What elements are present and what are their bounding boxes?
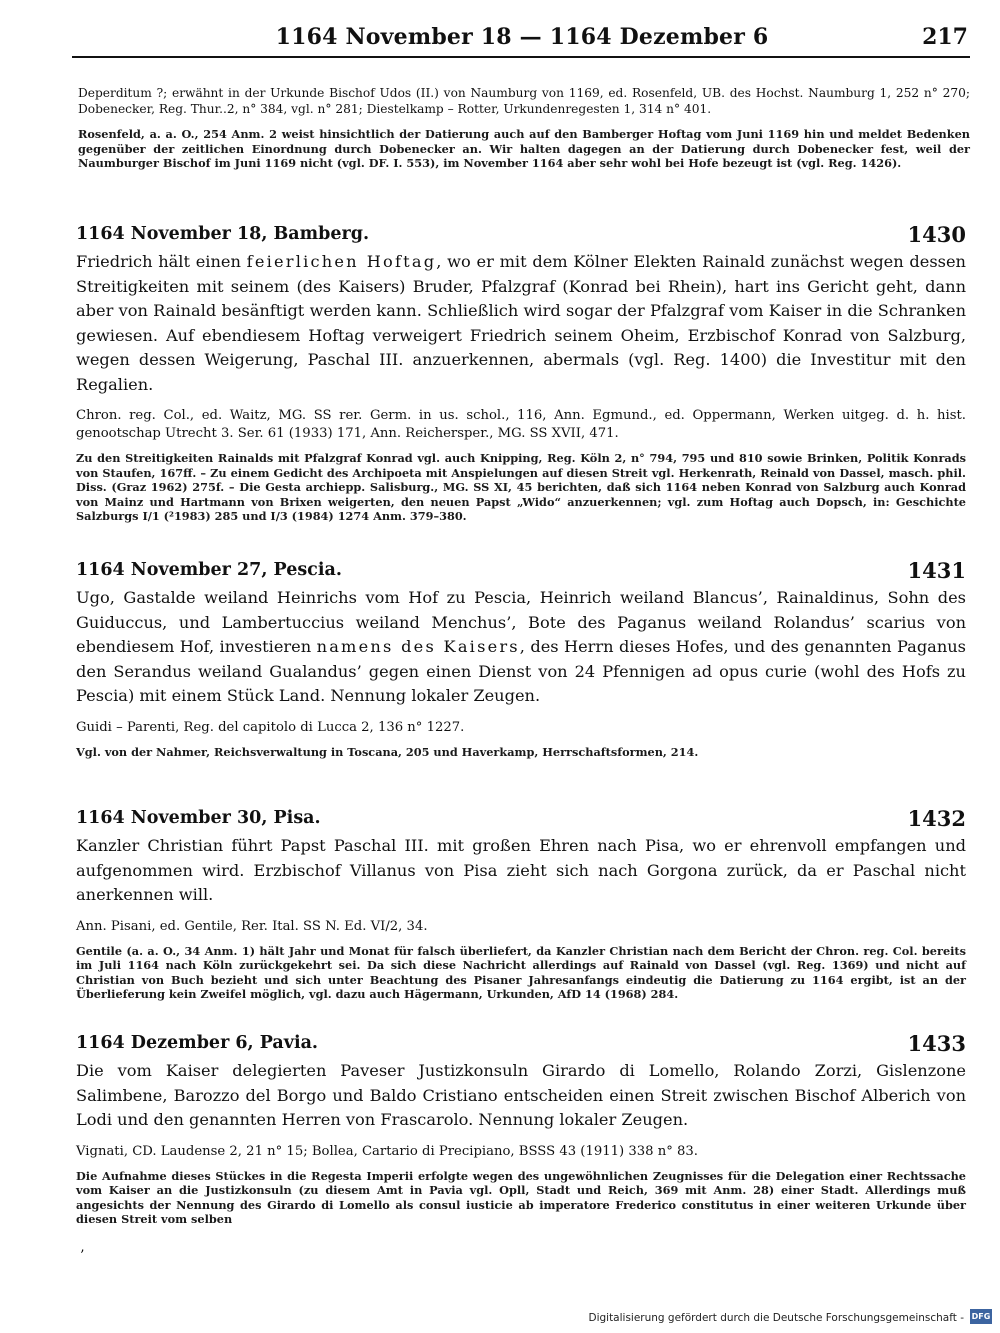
entry-body: Kanzler Christian führt Papst Paschal III. mit großen Ehren nach Pisa, wo er ehrenvoll empfangen und aufgenommen wird. Erzbischof Villanus von Pisa zieht sich nach Gorgona zurück, da er Paschal nicht anerkennen will. bbox=[76, 836, 966, 904]
entry-note: Zu den Streitigkeiten Rainalds mit Pfalzgraf Konrad vgl. auch Knipping, Reg. Köln 2, n° 794, 795 und 810 sowie Brinken, Politik Konrads von Staufen, 167ff. – Zu einem Gedicht des Archipoeta mit Anspielungen auf diesen Streit vgl. Herkenrath, Reinald von Dassel, masch. phil. Diss. (Graz 1962) 275f. – Die Gesta archiepp. Salisburg., MG. SS XI, 45 berichten, daß sich 1164 neben Konrad von Salzburg auch Konrad von Mainz und Hartmann von Brixen weigerten, den neuen Papst „Wido“ anzuerkennen; vgl. zum Hoftag auch Dopsch, in: Geschichte Salzburgs I/1 (²1983) 285 und I/3 (1984) 1274 Anm. 379–380. bbox=[76, 451, 966, 523]
entry-date-place: 1164 November 27, Pescia. bbox=[76, 560, 342, 580]
header-rule bbox=[72, 56, 970, 58]
entry-number: 1432 bbox=[907, 806, 966, 831]
page-number: 217 bbox=[922, 24, 968, 50]
page-title: 1164 November 18 — 1164 Dezember 6 bbox=[275, 24, 769, 50]
entry-heading bbox=[76, 224, 966, 250]
regest-entry-1432 bbox=[76, 808, 966, 1002]
entry-body: Die vom Kaiser delegierten Paveser Justizkonsuln Girardo di Lomello, Rolando Zorzi, Gislenzone Salimbene, Barozzo del Borgo und Baldo Cristiano entscheiden einen Streit zwischen Bischof Alberich von Lodi und den genannten Herren von Frascarolo. Nennung lokaler Zeugen. bbox=[76, 1061, 966, 1129]
entry-note: Die Aufnahme dieses Stückes in die Regesta Imperii erfolgte wegen des ungewöhnlichen Zeugnisses für die Delegation einer Rechtssache vom Kaiser an die Justizkonsuln (zu diesem Amt in Pavia vgl. Opll, Stadt und Reich, 369 mit Anm. 28) einer Stadt. Allerdings muß angesichts der Nennung des Girardo di Lomello als consul iusticie ab imperatore Frederico constitutus in einer weiteren Urkunde über diesen Streit vom selben bbox=[76, 1168, 966, 1226]
regest-entry-1431 bbox=[76, 560, 966, 759]
entry-number: 1431 bbox=[907, 558, 966, 583]
previous-entry-note: Rosenfeld, a. a. O., 254 Anm. 2 weist hinsichtlich der Datierung auch auf den Bamberger Hoftag vom Juni 1169 hin und meldet Bedenken gegenüber der zeitlichen Einordnung durch Dobenecker an. Wir halten dagegen an der Datierung durch Dobenecker fest, weil der Naumburger Bischof im Juni 1169 nicht (vgl. DF. I. 553), im November 1164 aber sehr wohl bei Hofe bezeugt ist (vgl. Reg. 1426). bbox=[78, 127, 970, 170]
entry-source: Ann. Pisani, ed. Gentile, Rer. Ital. SS N. Ed. VI/2, 34. bbox=[76, 918, 428, 934]
entry-date-place: 1164 November 18, Bamberg. bbox=[76, 224, 370, 244]
regest-entry-1433 bbox=[76, 1033, 966, 1227]
entry-note: Vgl. von der Nahmer, Reichsverwaltung in Toscana, 205 und Haverkamp, Herrschaftsformen, 214. bbox=[76, 744, 699, 759]
entry-source: Chron. reg. Col., ed. Waitz, MG. SS rer. Germ. in us. schol., 116, Ann. Egmund., ed. Oppermann, Werken uitgeg. d. h. hist. genootschap Utrecht 3. Ser. 61 (1933) 171, Ann. Reichersper., MG. SS XVII, 471. bbox=[76, 408, 966, 441]
entry-body bbox=[76, 586, 966, 709]
entry-source: Guidi – Parenti, Reg. del capitolo di Lucca 2, 136 n° 1227. bbox=[76, 719, 465, 735]
entry-source: Vignati, CD. Laudense 2, 21 n° 15; Bollea, Cartario di Precipiano, BSSS 43 (1911) 338 n° 83. bbox=[76, 1143, 698, 1159]
entry-body bbox=[76, 250, 966, 397]
entry-body-emphasis: namens des Kaisers bbox=[316, 637, 520, 656]
entry-body-text: Ugo, Gastalde weiland Heinrichs vom Hof zu Pescia, Heinrich weiland Blancus’, Rainaldinus, Sohn des Guiduccus, und Lambertuccius weiland Menchus’, Bote des Paganus weiland Rolandus’ scarius von ebendiesem Hof, investieren bbox=[76, 588, 966, 656]
previous-entry-source: Deperditum ?; erwähnt in der Urkunde Bischof Udos (II.) von Naumburg von 1169, ed. Rosenfeld, UB. des Hochst. Naumburg 1, 252 n° 270; Dobenecker, Reg. Thur..2, n° 384, vgl. n° 281; Diestelkamp – Rotter, Urkundenregesten 1, 314 n° 401. bbox=[78, 86, 970, 116]
entry-body-text: , des Herrn dieses Hofes, und des genannten Paganus den Serandus weiland Gualandus’ gegen einen Dienst von 24 Pfennigen ad opus curie (wohl des Hofs zu Pescia) mit einem Stück Land. Nennung lokaler Zeugen. bbox=[76, 637, 966, 705]
running-header bbox=[76, 24, 968, 54]
previous-entry-continuation bbox=[78, 86, 970, 181]
regest-entry-1430 bbox=[76, 224, 966, 524]
entry-date-place: 1164 Dezember 6, Pavia. bbox=[76, 1033, 319, 1053]
entry-body-text: Friedrich hält einen bbox=[76, 252, 247, 271]
entry-number: 1433 bbox=[907, 1031, 966, 1056]
entry-note: Gentile (a. a. O., 34 Anm. 1) hält Jahr und Monat für falsch überliefert, da Kanzler Christian nach dem Bericht der Chron. reg. Col. bereits im Juli 1164 nach Köln zurückgekehrt sei. Da sich diese Nachricht allerdings auf Rainald von Dassel (vgl. Reg. 1369) und nicht auf Christian von Buch bezieht und sich unter Beachtung des Pisaner Jahresanfangs eindeutig die Datierung zu 1164 ergibt, ist an der Überlieferung kein Zweifel möglich, vgl. dazu auch Hägermann, Urkunden, AfD 14 (1968) 284. bbox=[76, 943, 966, 1001]
dfg-logo-icon: DFG bbox=[970, 1309, 992, 1324]
entry-date-place: 1164 November 30, Pisa. bbox=[76, 808, 321, 828]
footer-credit: Digitalisierung gefördert durch die Deutsche Forschungsgemeinschaft - bbox=[588, 1312, 964, 1324]
entry-heading bbox=[76, 808, 966, 834]
entry-heading bbox=[76, 560, 966, 586]
margin-mark: ’ bbox=[80, 1248, 85, 1264]
entry-body-emphasis: feierlichen Hoftag bbox=[246, 252, 437, 271]
entry-body-text: , wo er mit dem Kölner Elekten Rainald zunächst wegen dessen Streitigkeiten mit seinem (des Kaisers) Bruder, Pfalzgraf (Konrad bei Rhein), hart ins Gericht geht, dann aber von Rainald besänftigt werden kann. Schließlich wird sogar der Pfalzgraf vom Kaiser in die Schranken gewiesen. Auf ebendiesem Hoftag verweigert Friedrich seinem Oheim, Erzbischof Konrad von Salzburg, wegen dessen Weigerung, Paschal III. anzuerkennen, abermals (vgl. Reg. 1400) die Investitur mit den Regalien. bbox=[76, 252, 966, 394]
entry-number: 1430 bbox=[907, 222, 966, 247]
entry-heading bbox=[76, 1033, 966, 1059]
